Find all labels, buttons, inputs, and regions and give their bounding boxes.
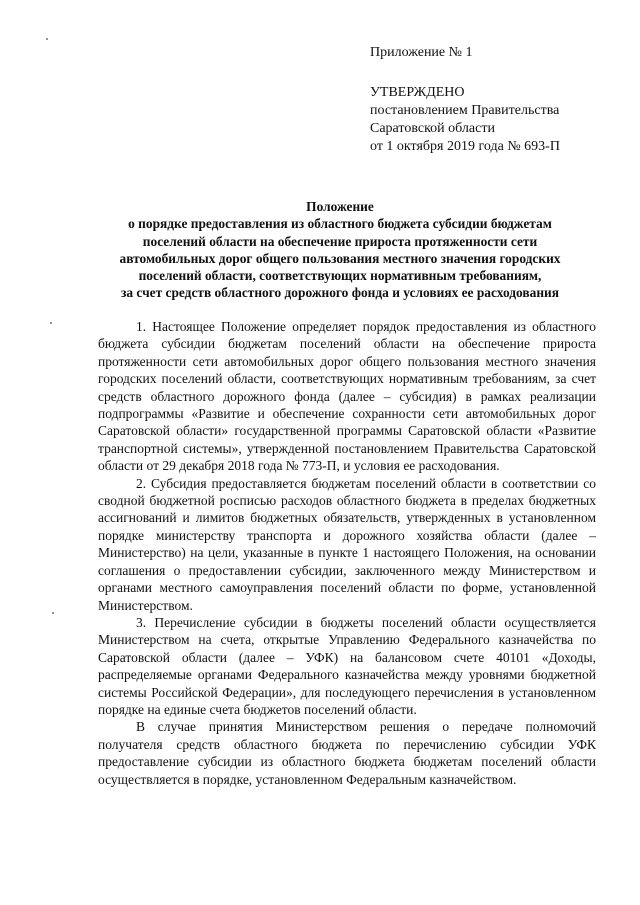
title-line: за счет средств областного дорожного фонда и условиях ее расходования: [121, 285, 559, 301]
title-line: поселений области на обеспечение прироста протяженности сети: [142, 233, 538, 249]
scan-speck: [46, 38, 48, 40]
title-line: о порядке предоставления из областного бюджета субсидии бюджетам: [128, 216, 552, 232]
title-line: Положение: [306, 199, 374, 214]
paragraph-2: 2. Субсидия предоставляется бюджетам поселений области в соответствии со сводной бюджетной росписью расходов областного бюджета в пределах бюджетных ассигнований и лимитов бюджетных обязательств, утвержденных в установленном порядке министерству транспорта и дорожного хозяйства области (далее – Министерство) на цели, указанные в пункте 1 настоящего Положения, на основании соглашения о предоставлении субсидии, заключенного между Министерством и органами местного самоуправления поселений области по форме, установленной Министерством.: [98, 475, 596, 613]
paragraph-3: 3. Перечисление субсидии в бюджеты поселений области осуществляется Министерством на счета, открытые Управлению Федерального казначейства по Саратовской области (далее – УФК) на балансовом счете 40101 «Доходы, распределяемые органами Федерального казначейства между уровнями бюджетной системы Российской Федерации», для последующего перечисления в установленном порядке на единые счета бюджетов поселений области.: [98, 614, 596, 717]
approved-by-line: Саратовской области: [370, 121, 495, 136]
appendix-label: Приложение № 1: [370, 45, 473, 60]
paragraph-1: 1. Настоящее Положение определяет порядок предоставления из областного бюджета субсидии бюджетам поселений области на обеспечение прироста протяженности сети автомобильных дорог общего пользования местного значения городских поселений области, соответствующих нормативным требованиям, за счет средств областного дорожного фонда (далее – субсидия) в рамках реализации подпрограммы «Развитие и обеспечение сохранности сети автомобильных дорог Саратовской области» государственной программы Саратовской области «Развитие транспортной системы», утвержденной постановлением Правительства Саратовской области от 29 декабря 2018 года № 773-П, и условия ее расходования.: [98, 319, 596, 474]
approved-by-line: постановлением Правительства: [370, 103, 560, 118]
document-body: [98, 318, 596, 788]
scan-speck: [50, 322, 52, 324]
paragraph-3-continuation: В случае принятия Министерством решения о передаче полномочий получателя средств областного бюджета по перечислению субсидии УФК предоставление субсидии из областного бюджета бюджетам поселений области осуществляется в порядке, установленном Федеральным казначейством.: [98, 719, 596, 787]
approved-by-line: от 1 октября 2019 года № 693-П: [370, 139, 560, 154]
document-title: [80, 198, 600, 302]
scan-speck: [52, 612, 54, 614]
approval-stamp-block: [370, 84, 560, 156]
title-line: автомобильных дорог общего пользования местного значения городских: [119, 250, 561, 266]
approved-label: УТВЕРЖДЕНО: [370, 85, 465, 100]
title-line: поселений области, соответствующих нормативным требованиям,: [138, 268, 542, 284]
